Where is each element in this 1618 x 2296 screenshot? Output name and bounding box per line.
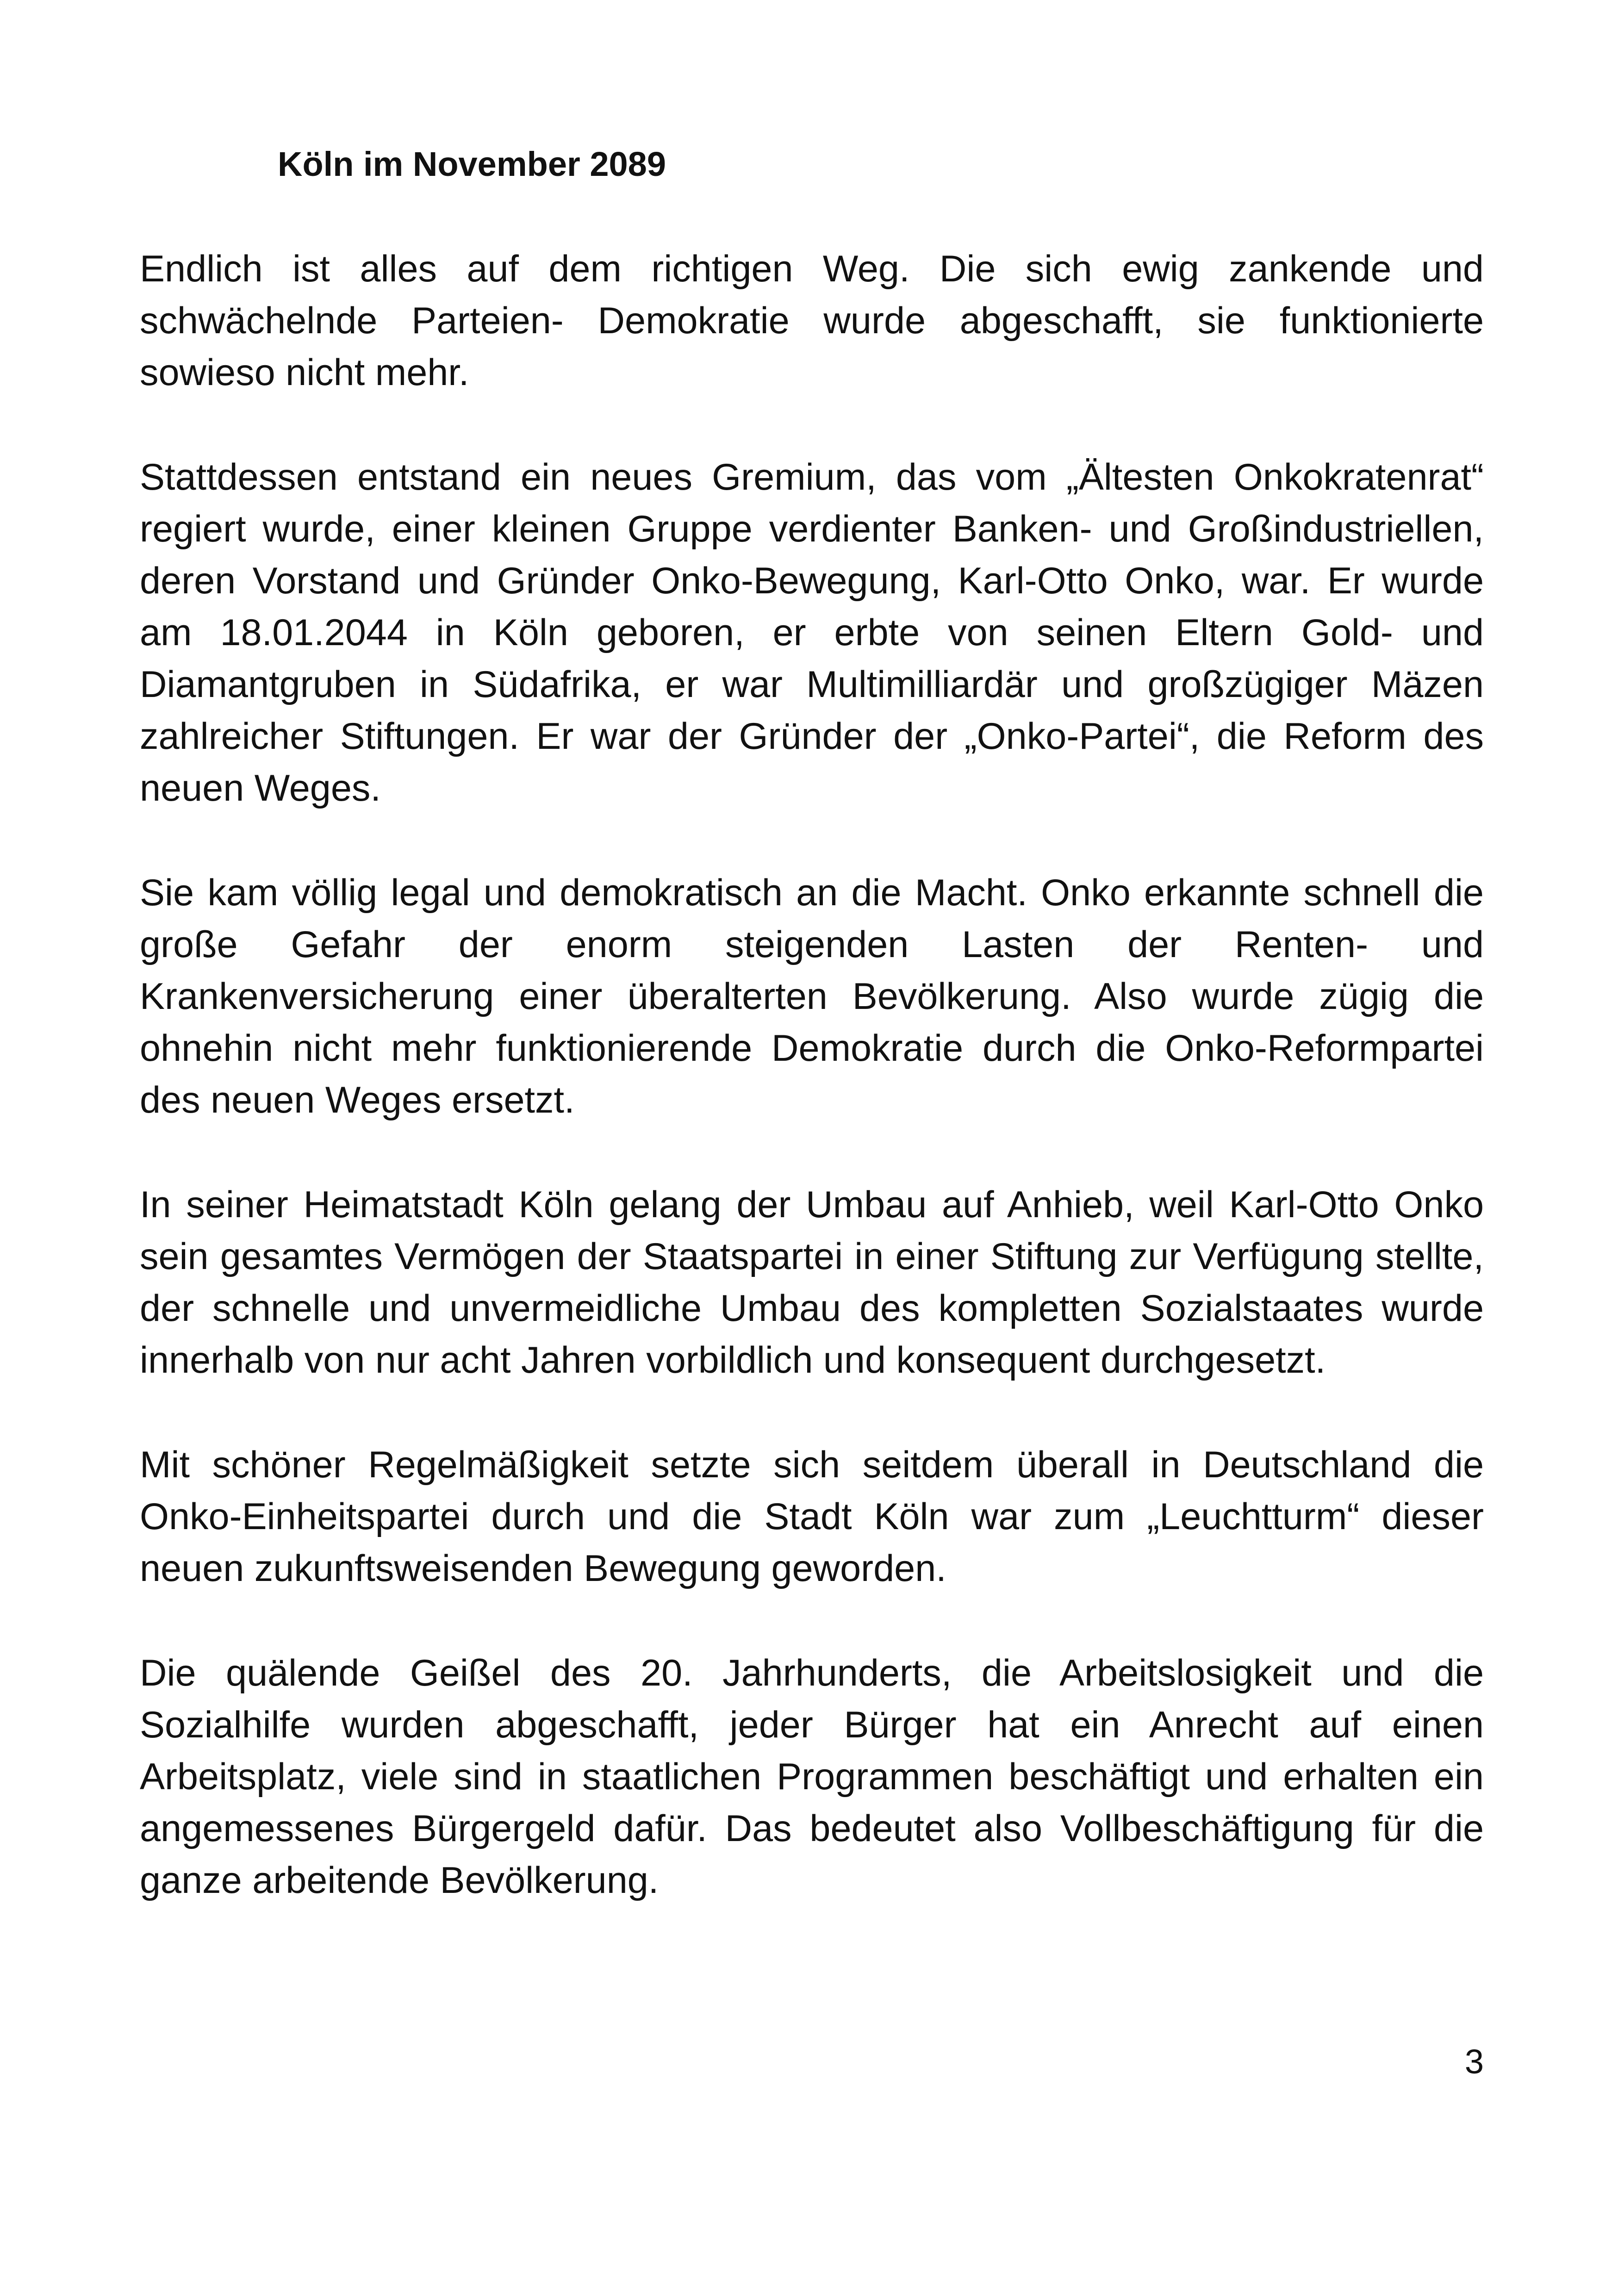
page-heading: Köln im November 2089 bbox=[278, 145, 666, 183]
paragraph: Mit schöner Regelmäßigkeit setzte sich seitdem überall in Deutschland die Onko-Einheitspartei durch und die Stadt Köln war zum „Leuchtturm“ dieser neuen zukunftsweisenden Bewegung geworden. bbox=[140, 1444, 1484, 1589]
page-number: 3 bbox=[1464, 2042, 1484, 2081]
body-text bbox=[140, 243, 1484, 1959]
paragraph: In seiner Heimatstadt Köln gelang der Umbau auf Anhieb, weil Karl-Otto Onko sein gesamtes Vermögen der Staatspartei in einer Stiftung zur Verfügung stellte, der schnelle und unvermeidliche Umbau des kompletten Sozialstaates wurde innerhalb von nur acht Jahren vorbildlich und konsequent durchgesetzt. bbox=[140, 1184, 1484, 1381]
paragraph: Sie kam völlig legal und demokratisch an die Macht. Onko erkannte schnell die große Gefahr der enorm steigenden Lasten der Renten- und Krankenversicherung einer überalterten Bevölkerung. Also wurde zügig die ohnehin nicht mehr funktionierende Demokratie durch die Onko-Reformpartei des neuen Weges ersetzt. bbox=[140, 872, 1484, 1121]
paragraph: Endlich ist alles auf dem richtigen Weg. Die sich ewig zankende und schwächelnde Parteien- Demokratie wurde abgeschafft, sie funktionierte sowieso nicht mehr. bbox=[140, 248, 1484, 393]
paragraph: Stattdessen entstand ein neues Gremium, das vom „Ältesten Onkokratenrat“ regiert wurde, einer kleinen Gruppe verdienter Banken- und Großindustriellen, deren Vorstand und Gründer Onko-Bewegung, Karl-Otto Onko, war. Er wurde am 18.01.2044 in Köln geboren, er erbte von seinen Eltern Gold- und Diamantgruben in Südafrika, er war Multimilliardär und großzügiger Mäzen zahlreicher Stiftungen. Er war der Gründer der „Onko-Partei“, die Reform des neuen Weges. bbox=[140, 456, 1484, 809]
paragraph: Die quälende Geißel des 20. Jahrhunderts, die Arbeitslosigkeit und die Sozialhilfe wurden abgeschafft, jeder Bürger hat ein Anrecht auf einen Arbeitsplatz, viele sind in staatlichen Programmen beschäftigt und erhalten ein angemessenes Bürgergeld dafür. Das bedeutet also Vollbeschäftigung für die ganze arbeitende Bevölkerung. bbox=[140, 1652, 1484, 1901]
